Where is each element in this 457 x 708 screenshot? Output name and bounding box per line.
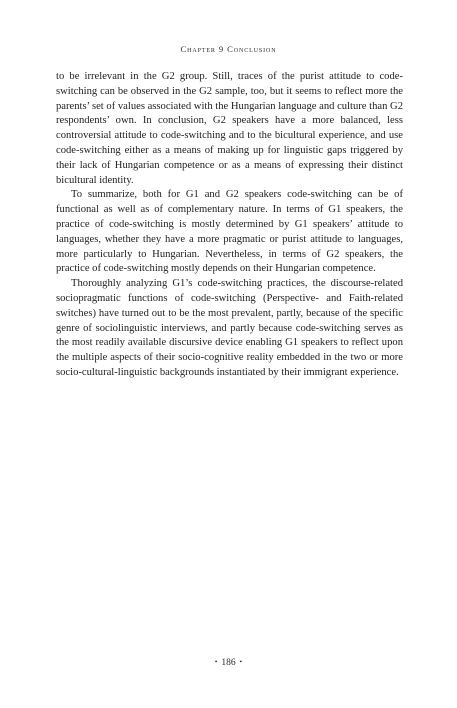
running-head: Chapter 9 Conclusion <box>180 44 277 54</box>
paragraph-continuation: to be irrelevant in the G2 group. Still, traces of the purist attitude to code-switching can be observed in the G2 sample, too, but it seems to reflect more the parents’ set of values associated with the Hungarian language and culture than G2 respondents’ own. In conclusion, G2 speakers have a more balanced, less controversial attitude to code-switching and to the bicultural experience, and use code-switching either as a means of making up for linguistic gaps triggered by their lack of Hungarian competence or as a means of expressing their distinct bicultural identity. <box>56 71 403 186</box>
bullet-left: • <box>214 658 218 666</box>
bullet-right: • <box>239 658 243 666</box>
body-text <box>56 70 403 381</box>
paragraph-summary: To summarize, both for G1 and G2 speakers code-switching can be of functional as well as of complementary nature. In terms of G1 speakers, the practice of code-switching is mostly determined by G1 speakers’ attitude to languages, whether they have a more pragmatic or purist attitude to languages, more particularly to Hungarian. Nevertheless, in terms of G2 speakers, the practice of code-switching mostly depends on their Hungarian competence. <box>56 189 403 275</box>
page-number-footer <box>0 658 457 668</box>
paragraph-analysis: Thoroughly analyzing G1’s code-switching practices, the discourse-related sociopragmatic functions of code-switching (Perspective- and Faith-related switches) have turned out to be the most prevalent, partly, because of the specific genre of sociolinguistic interviews, and partly because code-switching serves as the most readily available discursive device enabling G1 speakers to reflect upon the multiple aspects of their socio-cognitive reality embedded in the two or more socio-cultural-linguistic backgrounds instantiated by their immigrant experience. <box>56 278 403 378</box>
page-number: 186 <box>221 658 236 668</box>
